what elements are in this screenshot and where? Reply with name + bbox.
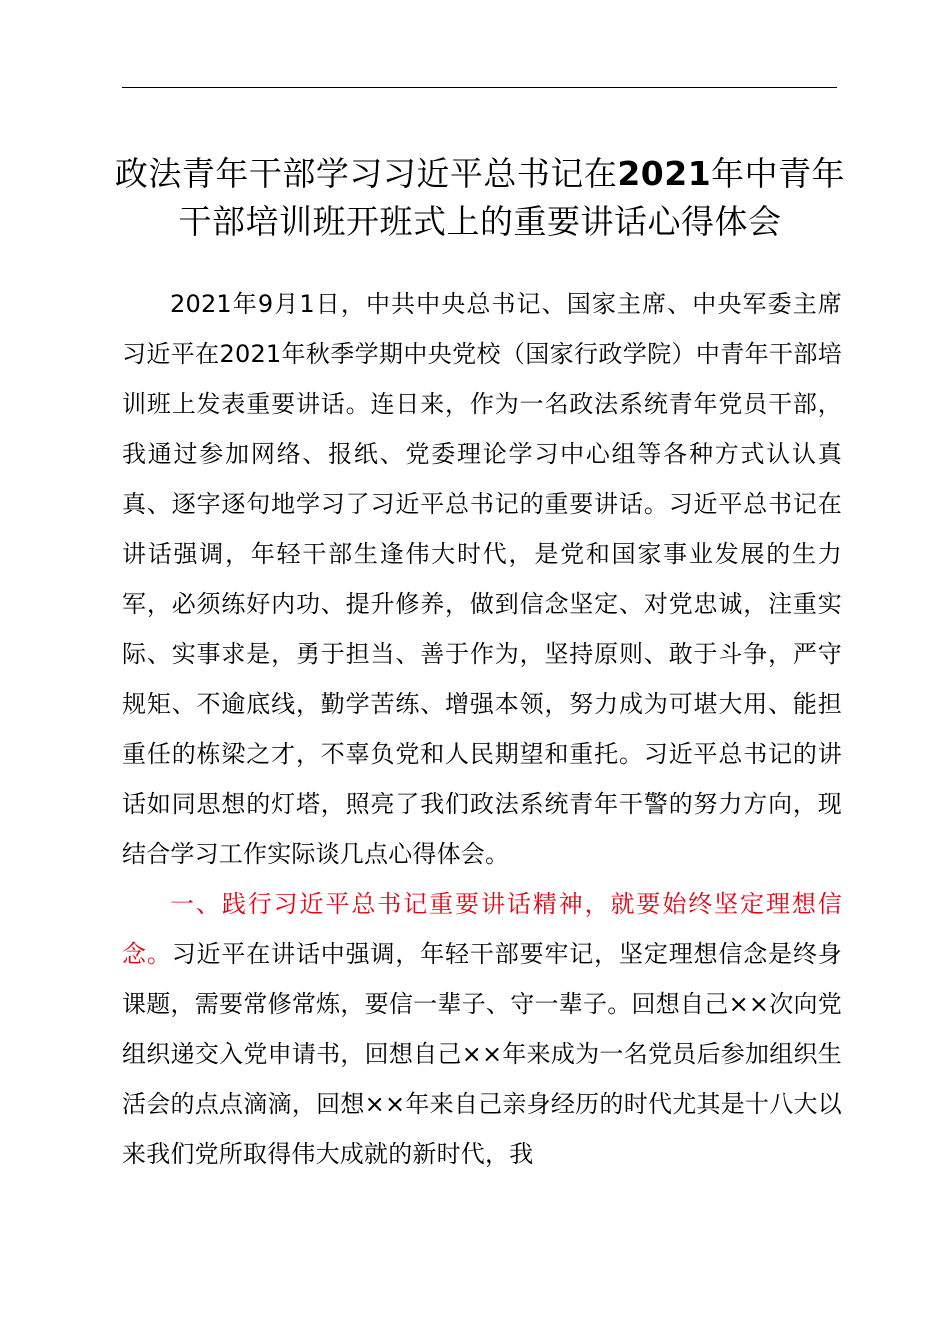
paragraph-intro bbox=[122, 279, 842, 879]
title-part-2: 年中青年干部培训班开班式上的重要讲话心得体会 bbox=[178, 154, 846, 241]
title-part-1: 政法青年干部学习习近平总书记在 bbox=[114, 154, 618, 193]
document-title bbox=[110, 150, 850, 246]
paragraph-intro-text: 2021年9月1日，中共中央总书记、国家主席、中央军委主席习近平在2021年秋季学期中央党校（国家行政学院）中青年干部培训班上发表重要讲话。连日来，作为一名政法系统青年党员干部，我通过参加网络、报纸、党委理论学习中心组等各种方式认认真真、逐字逐句地学习了习近平总书记的重要讲话。习近平总书记在讲话强调，年轻干部生逢伟大时代，是党和国家事业发展的生力军，必须练好内功、提升修养，做到信念坚定、对党忠诚，注重实际、实事求是，勇于担当、善于作为，坚持原则、敢于斗争，严守规矩、不逾底线，勤学苦练、增强本领，努力成为可堪大用、能担重任的栋梁之才，不辜负党和人民期望和重托。习近平总书记的讲话如同思想的灯塔，照亮了我们政法系统青年干警的努力方向，现结合学习工作实际谈几点心得体会。 bbox=[122, 290, 842, 868]
paragraph-section-1 bbox=[122, 879, 842, 1179]
title-year: 2021 bbox=[617, 154, 712, 193]
document-body bbox=[122, 279, 842, 1179]
section-1-heading: 一、践行习近平总书记重要讲话精神，就要始终坚定理想信念。 bbox=[122, 890, 842, 968]
section-1-text: 习近平在讲话中强调，年轻干部要牢记，坚定理想信念是终身课题，需要常修常炼，要信一辈子、守一辈子。回想自己××次向党组织递交入党申请书，回想自己××年来成为一名党员后参加组织生活会的点点滴滴，回想××年来自己亲身经历的时代尤其是十八大以来我们党所取得伟大成就的新时代，我 bbox=[122, 940, 842, 1168]
header-rule bbox=[122, 87, 837, 88]
